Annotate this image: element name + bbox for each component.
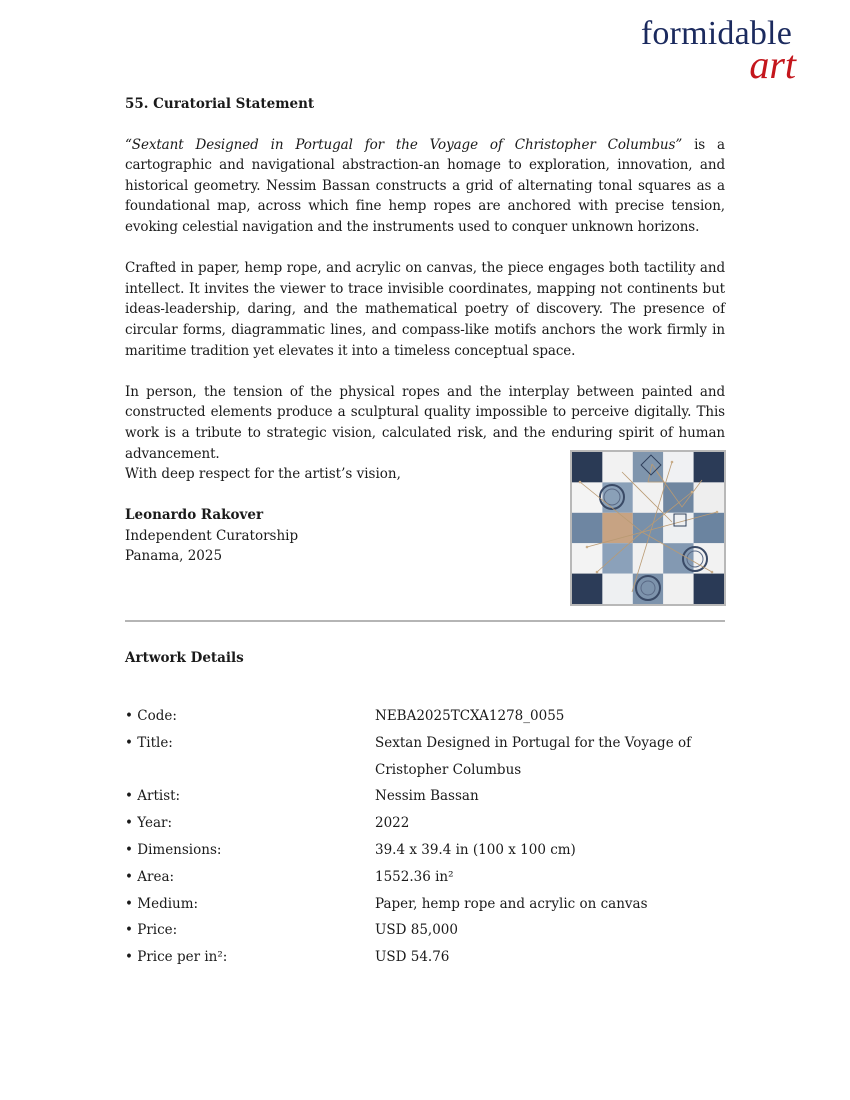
detail-row-area xyxy=(125,864,725,891)
curator-location-date: Panama, 2025 xyxy=(125,548,223,565)
detail-value: 1552.36 in² xyxy=(375,868,454,885)
statement-paragraph-2: Crafted in paper, hemp rope, and acrylic on canvas, the piece engages both tactility and intellect. It invites the viewer to trace invisible coordinates, mapping not continents but ideas-leadership, daring, and the mathematical poetry of discovery. The presence of circular forms, diagrammatic lines, and compass-like motifs anchors the work firmly in maritime tradition yet elevates it into a timeless conceptual space. xyxy=(125,260,725,359)
detail-row-medium xyxy=(125,891,725,918)
detail-label: • Area: xyxy=(125,868,175,885)
details-title: Artwork Details xyxy=(125,650,244,666)
section-divider xyxy=(125,620,725,622)
detail-value: Sextan Designed in Portugal for the Voyage of xyxy=(375,734,692,751)
artwork-thumbnail-graphic xyxy=(572,452,724,604)
logo-wordmark-top: formidable xyxy=(640,15,792,52)
detail-row-title-continued xyxy=(125,757,725,784)
artwork-details-list xyxy=(125,703,725,971)
curator-name: Leonardo Rakover xyxy=(125,507,264,524)
detail-value: NEBA2025TCXA1278_0055 xyxy=(375,708,565,724)
statement-paragraph-1 xyxy=(125,135,725,238)
detail-label: • Title: xyxy=(125,734,173,751)
detail-label: • Price: xyxy=(125,922,178,939)
detail-value: Cristopher Columbus xyxy=(375,761,522,778)
detail-row-year xyxy=(125,810,725,837)
detail-label: • Artist: xyxy=(125,788,181,805)
detail-row-dimensions xyxy=(125,837,725,864)
detail-row-price xyxy=(125,917,725,944)
statement-title: 55. Curatorial Statement xyxy=(125,96,315,112)
detail-value: 2022 xyxy=(375,815,410,832)
closing-line: With deep respect for the artist’s vision, xyxy=(125,466,401,483)
artwork-image xyxy=(570,450,726,606)
detail-label: • Medium: xyxy=(125,895,199,912)
statement-paragraph-3: In person, the tension of the physical ropes and the interplay between painted and constructed elements produce a sculptural quality impossible to perceive digitally. This work is a tribute to strategic vision, calculated risk, and the enduring spirit of human advancement. xyxy=(125,383,725,462)
detail-value: Nessim Bassan xyxy=(375,788,479,805)
detail-label: • Year: xyxy=(125,815,173,832)
detail-label xyxy=(125,757,375,784)
curator-role: Independent Curatorship xyxy=(125,527,299,544)
detail-label: • Dimensions: xyxy=(125,841,222,858)
detail-row-artist xyxy=(125,783,725,810)
paragraph-1-text: is a cartographic and navigational abstraction-an homage to exploration, innovation, and historical geometry. Nessim Bassan constructs a grid of alternating tonal squares as a foundational map, across which fine hemp ropes are anchored with precise tension, evoking celestial navigation and the instruments used to conquer unknown horizons. xyxy=(125,136,725,235)
detail-value: USD 85,000 xyxy=(375,922,458,939)
detail-value: USD 54.76 xyxy=(375,949,450,966)
detail-row-price-per-area xyxy=(125,944,725,971)
brand-logo xyxy=(640,14,796,87)
detail-label: • Price per in²: xyxy=(125,949,228,966)
detail-row-title xyxy=(125,730,725,757)
detail-value: 39.4 x 39.4 in (100 x 100 cm) xyxy=(375,841,576,858)
detail-value: Paper, hemp rope and acrylic on canvas xyxy=(375,895,648,912)
artwork-title-quote: “Sextant Designed in Portugal for the Voyage of Christopher Columbus” xyxy=(125,136,683,153)
detail-label: • Code: xyxy=(125,708,177,724)
logo-wordmark-bottom: art xyxy=(749,42,796,87)
detail-row-code xyxy=(125,703,725,730)
